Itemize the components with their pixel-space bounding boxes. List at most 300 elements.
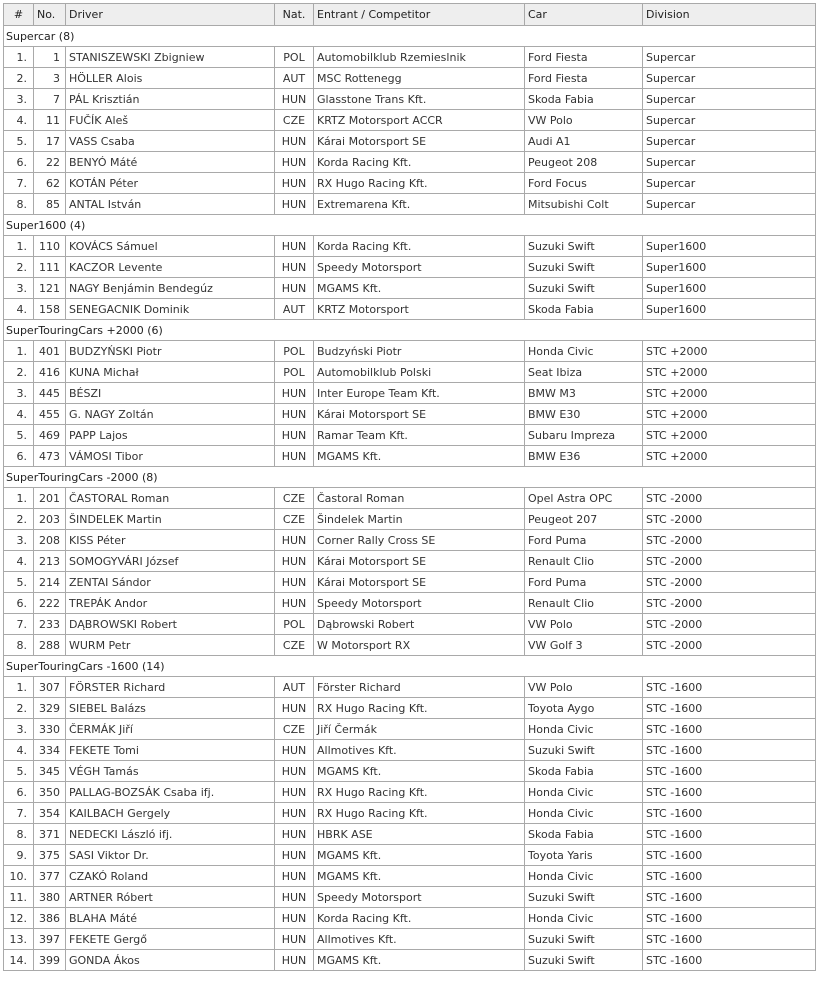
driver-cell: FEKETE Tomi <box>66 740 275 761</box>
division-cell: Supercar <box>643 68 816 89</box>
table-row <box>4 761 816 782</box>
division-cell: STC -2000 <box>643 635 816 656</box>
rank-cell: 1. <box>4 677 34 698</box>
nationality-cell: CZE <box>275 488 314 509</box>
table-row <box>4 593 816 614</box>
entrant-cell: HBRK ASE <box>314 824 525 845</box>
col-header-no: No. <box>34 4 66 26</box>
driver-cell: BENYÓ Máté <box>66 152 275 173</box>
entrant-cell: MSC Rottenegg <box>314 68 525 89</box>
entrant-cell: RX Hugo Racing Kft. <box>314 782 525 803</box>
entrant-cell: Korda Racing Kft. <box>314 152 525 173</box>
nationality-cell: HUN <box>275 194 314 215</box>
division-cell: STC -2000 <box>643 530 816 551</box>
number-cell: 334 <box>34 740 66 761</box>
rank-cell: 6. <box>4 782 34 803</box>
table-row <box>4 446 816 467</box>
entrant-cell: RX Hugo Racing Kft. <box>314 173 525 194</box>
rank-cell: 3. <box>4 278 34 299</box>
entry-list-table <box>3 3 816 971</box>
division-cell: STC -2000 <box>643 488 816 509</box>
car-cell: Ford Fiesta <box>525 68 643 89</box>
car-cell: Subaru Impreza <box>525 425 643 446</box>
car-cell: Toyota Aygo <box>525 698 643 719</box>
car-cell: Honda Civic <box>525 908 643 929</box>
entrant-cell: Automobilklub Polski <box>314 362 525 383</box>
entrant-cell: W Motorsport RX <box>314 635 525 656</box>
division-cell: STC -2000 <box>643 509 816 530</box>
rank-cell: 4. <box>4 551 34 572</box>
table-row <box>4 110 816 131</box>
nationality-cell: HUN <box>275 929 314 950</box>
division-cell: STC -1600 <box>643 845 816 866</box>
table-row <box>4 866 816 887</box>
nationality-cell: AUT <box>275 299 314 320</box>
driver-cell: FUČÍK Aleš <box>66 110 275 131</box>
group-title: SuperTouringCars +2000 (6) <box>4 320 816 341</box>
car-cell: VW Polo <box>525 614 643 635</box>
car-cell: Skoda Fabia <box>525 299 643 320</box>
table-row <box>4 551 816 572</box>
driver-cell: SENEGACNIK Dominik <box>66 299 275 320</box>
rank-cell: 1. <box>4 341 34 362</box>
table-row <box>4 824 816 845</box>
entrant-cell: Šindelek Martin <box>314 509 525 530</box>
rank-cell: 8. <box>4 824 34 845</box>
entrant-cell: MGAMS Kft. <box>314 446 525 467</box>
number-cell: 469 <box>34 425 66 446</box>
driver-cell: BUDZYŃSKI Piotr <box>66 341 275 362</box>
rank-cell: 5. <box>4 425 34 446</box>
nationality-cell: POL <box>275 47 314 68</box>
division-cell: STC -1600 <box>643 908 816 929</box>
table-row <box>4 698 816 719</box>
table-row <box>4 488 816 509</box>
table-row <box>4 719 816 740</box>
driver-cell: KISS Péter <box>66 530 275 551</box>
rank-cell: 4. <box>4 740 34 761</box>
rank-cell: 3. <box>4 383 34 404</box>
table-row <box>4 131 816 152</box>
nationality-cell: CZE <box>275 719 314 740</box>
driver-cell: VÁMOSI Tibor <box>66 446 275 467</box>
car-cell: Audi A1 <box>525 131 643 152</box>
rank-cell: 4. <box>4 404 34 425</box>
rank-cell: 10. <box>4 866 34 887</box>
col-header-rank: # <box>4 4 34 26</box>
driver-cell: TREPÁK Andor <box>66 593 275 614</box>
entrant-cell: Automobilklub Rzemieslnik <box>314 47 525 68</box>
entrant-cell: Glasstone Trans Kft. <box>314 89 525 110</box>
number-cell: 62 <box>34 173 66 194</box>
driver-cell: WURM Petr <box>66 635 275 656</box>
driver-cell: VASS Csaba <box>66 131 275 152</box>
entrant-cell: RX Hugo Racing Kft. <box>314 803 525 824</box>
division-cell: STC -1600 <box>643 761 816 782</box>
entrant-cell: Corner Rally Cross SE <box>314 530 525 551</box>
nationality-cell: HUN <box>275 551 314 572</box>
table-row <box>4 677 816 698</box>
division-cell: STC -1600 <box>643 950 816 971</box>
driver-cell: ANTAL István <box>66 194 275 215</box>
table-row <box>4 383 816 404</box>
division-cell: STC +2000 <box>643 362 816 383</box>
rank-cell: 2. <box>4 698 34 719</box>
nationality-cell: HUN <box>275 152 314 173</box>
nationality-cell: HUN <box>275 845 314 866</box>
number-cell: 455 <box>34 404 66 425</box>
entrant-cell: Dąbrowski Robert <box>314 614 525 635</box>
number-cell: 399 <box>34 950 66 971</box>
table-row <box>4 278 816 299</box>
driver-cell: FÖRSTER Richard <box>66 677 275 698</box>
table-row <box>4 425 816 446</box>
header-row <box>4 4 816 26</box>
number-cell: 208 <box>34 530 66 551</box>
group-header-row <box>4 467 816 488</box>
car-cell: Honda Civic <box>525 719 643 740</box>
nationality-cell: HUN <box>275 761 314 782</box>
nationality-cell: POL <box>275 341 314 362</box>
division-cell: STC +2000 <box>643 425 816 446</box>
nationality-cell: HUN <box>275 383 314 404</box>
table-row <box>4 404 816 425</box>
nationality-cell: CZE <box>275 509 314 530</box>
division-cell: STC -1600 <box>643 887 816 908</box>
group-title: Super1600 (4) <box>4 215 816 236</box>
division-cell: Super1600 <box>643 278 816 299</box>
rank-cell: 6. <box>4 152 34 173</box>
car-cell: VW Polo <box>525 110 643 131</box>
number-cell: 1 <box>34 47 66 68</box>
nationality-cell: HUN <box>275 425 314 446</box>
driver-cell: CZAKÓ Roland <box>66 866 275 887</box>
number-cell: 371 <box>34 824 66 845</box>
table-row <box>4 887 816 908</box>
car-cell: Ford Puma <box>525 572 643 593</box>
rank-cell: 7. <box>4 803 34 824</box>
division-cell: Supercar <box>643 131 816 152</box>
table-row <box>4 803 816 824</box>
division-cell: Supercar <box>643 152 816 173</box>
number-cell: 222 <box>34 593 66 614</box>
car-cell: BMW M3 <box>525 383 643 404</box>
driver-cell: VÉGH Tamás <box>66 761 275 782</box>
driver-cell: NEDECKI László ifj. <box>66 824 275 845</box>
division-cell: STC -1600 <box>643 866 816 887</box>
entrant-cell: Korda Racing Kft. <box>314 236 525 257</box>
division-cell: Super1600 <box>643 257 816 278</box>
driver-cell: FEKETE Gergő <box>66 929 275 950</box>
rank-cell: 3. <box>4 719 34 740</box>
table-row <box>4 173 816 194</box>
rank-cell: 2. <box>4 362 34 383</box>
table-row <box>4 572 816 593</box>
entrant-cell: Speedy Motorsport <box>314 257 525 278</box>
number-cell: 377 <box>34 866 66 887</box>
division-cell: STC -1600 <box>643 782 816 803</box>
number-cell: 354 <box>34 803 66 824</box>
rank-cell: 1. <box>4 236 34 257</box>
entrant-cell: Ramar Team Kft. <box>314 425 525 446</box>
nationality-cell: HUN <box>275 698 314 719</box>
entrant-cell: RX Hugo Racing Kft. <box>314 698 525 719</box>
nationality-cell: HUN <box>275 950 314 971</box>
number-cell: 350 <box>34 782 66 803</box>
division-cell: STC +2000 <box>643 446 816 467</box>
entrant-cell: KRTZ Motorsport <box>314 299 525 320</box>
driver-cell: KAILBACH Gergely <box>66 803 275 824</box>
division-cell: STC -2000 <box>643 593 816 614</box>
rank-cell: 12. <box>4 908 34 929</box>
rank-cell: 8. <box>4 635 34 656</box>
car-cell: Honda Civic <box>525 341 643 362</box>
group-header-row <box>4 320 816 341</box>
nationality-cell: CZE <box>275 635 314 656</box>
number-cell: 111 <box>34 257 66 278</box>
rank-cell: 9. <box>4 845 34 866</box>
car-cell: Ford Focus <box>525 173 643 194</box>
driver-cell: KACZOR Levente <box>66 257 275 278</box>
number-cell: 329 <box>34 698 66 719</box>
division-cell: STC -2000 <box>643 614 816 635</box>
car-cell: Skoda Fabia <box>525 89 643 110</box>
entrant-cell: Budzyński Piotr <box>314 341 525 362</box>
driver-cell: DĄBROWSKI Robert <box>66 614 275 635</box>
number-cell: 158 <box>34 299 66 320</box>
table-row <box>4 740 816 761</box>
rank-cell: 5. <box>4 572 34 593</box>
driver-cell: KOTÁN Péter <box>66 173 275 194</box>
car-cell: Peugeot 207 <box>525 509 643 530</box>
division-cell: STC +2000 <box>643 341 816 362</box>
nationality-cell: HUN <box>275 908 314 929</box>
division-cell: Super1600 <box>643 236 816 257</box>
car-cell: Opel Astra OPC <box>525 488 643 509</box>
division-cell: STC -1600 <box>643 929 816 950</box>
entrant-cell: KRTZ Motorsport ACCR <box>314 110 525 131</box>
driver-cell: PALLAG-BOZSÁK Csaba ifj. <box>66 782 275 803</box>
nationality-cell: HUN <box>275 404 314 425</box>
number-cell: 375 <box>34 845 66 866</box>
number-cell: 85 <box>34 194 66 215</box>
car-cell: Honda Civic <box>525 866 643 887</box>
number-cell: 288 <box>34 635 66 656</box>
group-header-row <box>4 656 816 677</box>
car-cell: Suzuki Swift <box>525 950 643 971</box>
nationality-cell: HUN <box>275 278 314 299</box>
number-cell: 203 <box>34 509 66 530</box>
car-cell: VW Polo <box>525 677 643 698</box>
number-cell: 11 <box>34 110 66 131</box>
nationality-cell: HUN <box>275 866 314 887</box>
rank-cell: 1. <box>4 47 34 68</box>
division-cell: Supercar <box>643 89 816 110</box>
number-cell: 330 <box>34 719 66 740</box>
rank-cell: 5. <box>4 131 34 152</box>
driver-cell: ŠINDELEK Martin <box>66 509 275 530</box>
number-cell: 380 <box>34 887 66 908</box>
car-cell: Peugeot 208 <box>525 152 643 173</box>
number-cell: 307 <box>34 677 66 698</box>
driver-cell: STANISZEWSKI Zbigniew <box>66 47 275 68</box>
entrant-cell: Extremarena Kft. <box>314 194 525 215</box>
car-cell: BMW E30 <box>525 404 643 425</box>
car-cell: Honda Civic <box>525 803 643 824</box>
car-cell: Skoda Fabia <box>525 761 643 782</box>
rank-cell: 11. <box>4 887 34 908</box>
entrant-cell: Speedy Motorsport <box>314 887 525 908</box>
entrant-cell: Allmotives Kft. <box>314 929 525 950</box>
car-cell: Toyota Yaris <box>525 845 643 866</box>
entrant-cell: Inter Europe Team Kft. <box>314 383 525 404</box>
table-row <box>4 614 816 635</box>
car-cell: Renault Clio <box>525 551 643 572</box>
division-cell: STC +2000 <box>643 383 816 404</box>
car-cell: Renault Clio <box>525 593 643 614</box>
nationality-cell: HUN <box>275 803 314 824</box>
group-header-row <box>4 215 816 236</box>
rank-cell: 2. <box>4 509 34 530</box>
table-row <box>4 635 816 656</box>
car-cell: Suzuki Swift <box>525 887 643 908</box>
nationality-cell: POL <box>275 614 314 635</box>
division-cell: STC -1600 <box>643 740 816 761</box>
entrant-cell: Častoral Roman <box>314 488 525 509</box>
table-row <box>4 362 816 383</box>
table-row <box>4 530 816 551</box>
group-title: SuperTouringCars -2000 (8) <box>4 467 816 488</box>
nationality-cell: AUT <box>275 68 314 89</box>
table-row <box>4 236 816 257</box>
division-cell: Supercar <box>643 47 816 68</box>
rank-cell: 6. <box>4 446 34 467</box>
nationality-cell: HUN <box>275 131 314 152</box>
group-title: Supercar (8) <box>4 26 816 47</box>
rank-cell: 8. <box>4 194 34 215</box>
driver-cell: HÖLLER Alois <box>66 68 275 89</box>
col-header-nat: Nat. <box>275 4 314 26</box>
driver-cell: SASI Viktor Dr. <box>66 845 275 866</box>
entrant-cell: MGAMS Kft. <box>314 278 525 299</box>
number-cell: 445 <box>34 383 66 404</box>
driver-cell: ČERMÁK Jiří <box>66 719 275 740</box>
rank-cell: 7. <box>4 173 34 194</box>
table-row <box>4 89 816 110</box>
driver-cell: BÉSZI <box>66 383 275 404</box>
nationality-cell: HUN <box>275 572 314 593</box>
division-cell: STC -2000 <box>643 551 816 572</box>
table-row <box>4 950 816 971</box>
car-cell: Honda Civic <box>525 782 643 803</box>
number-cell: 416 <box>34 362 66 383</box>
entrant-cell: MGAMS Kft. <box>314 950 525 971</box>
nationality-cell: HUN <box>275 887 314 908</box>
driver-cell: SOMOGYVÁRI József <box>66 551 275 572</box>
car-cell: BMW E36 <box>525 446 643 467</box>
group-header-row <box>4 26 816 47</box>
entrant-cell: Kárai Motorsport SE <box>314 572 525 593</box>
rank-cell: 2. <box>4 257 34 278</box>
number-cell: 3 <box>34 68 66 89</box>
number-cell: 233 <box>34 614 66 635</box>
division-cell: STC -1600 <box>643 824 816 845</box>
col-header-division: Division <box>643 4 816 26</box>
table-row <box>4 509 816 530</box>
car-cell: Seat Ibiza <box>525 362 643 383</box>
number-cell: 7 <box>34 89 66 110</box>
table-row <box>4 47 816 68</box>
table-row <box>4 152 816 173</box>
nationality-cell: HUN <box>275 530 314 551</box>
division-cell: Supercar <box>643 173 816 194</box>
nationality-cell: HUN <box>275 173 314 194</box>
col-header-car: Car <box>525 4 643 26</box>
nationality-cell: HUN <box>275 782 314 803</box>
number-cell: 201 <box>34 488 66 509</box>
number-cell: 214 <box>34 572 66 593</box>
rank-cell: 3. <box>4 89 34 110</box>
rank-cell: 7. <box>4 614 34 635</box>
car-cell: Suzuki Swift <box>525 929 643 950</box>
driver-cell: BLAHA Máté <box>66 908 275 929</box>
driver-cell: ARTNER Róbert <box>66 887 275 908</box>
rank-cell: 4. <box>4 299 34 320</box>
rank-cell: 6. <box>4 593 34 614</box>
car-cell: VW Golf 3 <box>525 635 643 656</box>
entrant-cell: MGAMS Kft. <box>314 845 525 866</box>
table-row <box>4 299 816 320</box>
driver-cell: GONDA Ákos <box>66 950 275 971</box>
table-row <box>4 194 816 215</box>
car-cell: Skoda Fabia <box>525 824 643 845</box>
nationality-cell: HUN <box>275 446 314 467</box>
driver-cell: KUNA Michał <box>66 362 275 383</box>
table-row <box>4 341 816 362</box>
car-cell: Mitsubishi Colt <box>525 194 643 215</box>
car-cell: Suzuki Swift <box>525 257 643 278</box>
car-cell: Suzuki Swift <box>525 278 643 299</box>
rank-cell: 14. <box>4 950 34 971</box>
driver-cell: SIEBEL Balázs <box>66 698 275 719</box>
table-row <box>4 257 816 278</box>
table-row <box>4 782 816 803</box>
col-header-entrant: Entrant / Competitor <box>314 4 525 26</box>
number-cell: 121 <box>34 278 66 299</box>
nationality-cell: HUN <box>275 257 314 278</box>
division-cell: STC -1600 <box>643 803 816 824</box>
rank-cell: 3. <box>4 530 34 551</box>
driver-cell: NAGY Benjámin Bendegúz <box>66 278 275 299</box>
driver-cell: PAPP Lajos <box>66 425 275 446</box>
division-cell: STC +2000 <box>643 404 816 425</box>
group-title: SuperTouringCars -1600 (14) <box>4 656 816 677</box>
division-cell: STC -1600 <box>643 719 816 740</box>
entrant-cell: Kárai Motorsport SE <box>314 131 525 152</box>
car-cell: Ford Fiesta <box>525 47 643 68</box>
nationality-cell: HUN <box>275 824 314 845</box>
division-cell: Supercar <box>643 110 816 131</box>
driver-cell: PÁL Krisztián <box>66 89 275 110</box>
rank-cell: 13. <box>4 929 34 950</box>
nationality-cell: HUN <box>275 740 314 761</box>
number-cell: 110 <box>34 236 66 257</box>
car-cell: Suzuki Swift <box>525 740 643 761</box>
division-cell: STC -2000 <box>643 572 816 593</box>
number-cell: 386 <box>34 908 66 929</box>
nationality-cell: CZE <box>275 110 314 131</box>
division-cell: Super1600 <box>643 299 816 320</box>
